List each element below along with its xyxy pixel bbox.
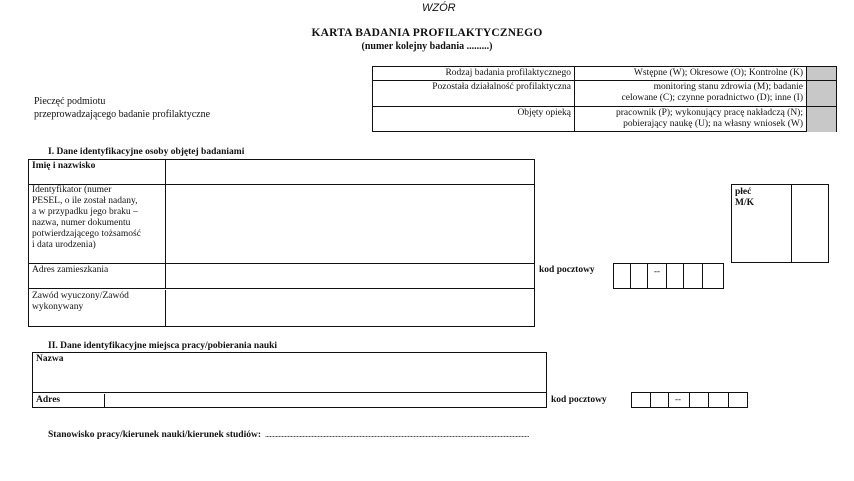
stamp-line-1: Pieczęć podmiotu bbox=[34, 96, 106, 107]
postal-cell-divider bbox=[630, 264, 631, 288]
person-id-label bbox=[29, 184, 166, 264]
workplace-postal-code[interactable] bbox=[631, 392, 748, 408]
person-name-row bbox=[28, 159, 535, 185]
form-title: KARTA BADANIA PROFILAKTYCZNEGO bbox=[311, 27, 543, 39]
person-occupation-row bbox=[28, 288, 535, 327]
person-id-label-line: i data urodzenia) bbox=[32, 240, 96, 250]
section2-title: II. Dane identyfikacyjne miejsca pracy/pobierania nauki bbox=[48, 341, 278, 351]
person-occupation-field[interactable] bbox=[166, 289, 534, 326]
person-id-label-line: a w przypadku jego braku – bbox=[32, 207, 138, 217]
exam-row-care bbox=[373, 107, 836, 132]
postal-cell-divider bbox=[702, 264, 703, 288]
exam-row-value[interactable] bbox=[575, 67, 807, 80]
exam-row-activity bbox=[373, 81, 836, 107]
postal-cell-divider bbox=[683, 264, 684, 288]
exam-row-value-line: pracownik (P); wykonujący pracę nakładczą (N); bbox=[615, 108, 803, 118]
workplace-address-label: Adres bbox=[33, 394, 105, 408]
stamp-area bbox=[34, 95, 210, 121]
exam-row-label: Pozostała działalność profilaktyczna bbox=[373, 81, 575, 106]
workplace-address-field[interactable] bbox=[105, 393, 546, 407]
exam-row-code-box[interactable] bbox=[807, 81, 836, 106]
sex-values-text: M/K bbox=[735, 198, 754, 208]
person-id-label-line: nazwa, numer dokumentu bbox=[32, 218, 131, 228]
sex-box bbox=[731, 184, 829, 263]
workplace-name-label: Nazwa bbox=[36, 354, 64, 364]
postal-dash: -- bbox=[654, 266, 660, 276]
exam-type-table bbox=[372, 66, 837, 132]
person-address-field[interactable] bbox=[166, 264, 534, 288]
postal-cell-divider bbox=[689, 393, 690, 407]
exam-row-code-box[interactable] bbox=[807, 67, 836, 80]
person-id-field[interactable] bbox=[166, 184, 534, 264]
sex-field[interactable] bbox=[792, 185, 828, 262]
postal-cell-divider bbox=[650, 393, 651, 407]
postal-cell-divider bbox=[728, 393, 729, 407]
postal-cell-divider bbox=[666, 264, 667, 288]
workplace-address-row bbox=[32, 392, 547, 408]
exam-row-value-line: pobierający naukę (U); na własny wniosek (W) bbox=[623, 119, 803, 129]
person-postal-label: kod pocztowy bbox=[539, 265, 595, 275]
workplace-postal-label: kod pocztowy bbox=[551, 395, 607, 405]
person-id-label-line: PESEL, o ile został nadany, bbox=[32, 196, 138, 206]
person-postal-code[interactable] bbox=[613, 263, 724, 289]
person-address-row bbox=[28, 263, 535, 289]
sex-label-text: płeć bbox=[735, 187, 752, 197]
exam-row-code-box[interactable] bbox=[807, 107, 836, 132]
exam-row-value-line: celowane (C); czynne poradnictwo (D); inne (I) bbox=[621, 93, 803, 103]
exam-row-label: Rodzaj badania profilaktycznego bbox=[373, 67, 575, 80]
person-id-label-line: potwierdzającego tożsamość bbox=[32, 229, 141, 239]
sex-label bbox=[732, 186, 791, 210]
exam-row-value-line: monitoring stanu zdrowia (M); badanie bbox=[653, 82, 803, 92]
person-name-field[interactable] bbox=[166, 160, 534, 184]
exam-row-value[interactable] bbox=[575, 81, 807, 106]
form-subtitle: (numer kolejny badania .........) bbox=[361, 41, 493, 52]
occupation-label-line: Zawód wyuczony/Zawód bbox=[32, 291, 129, 301]
workplace-name-box[interactable] bbox=[32, 352, 547, 393]
watermark-label: WZÓR bbox=[422, 2, 456, 14]
exam-row-label: Objęty opieką bbox=[373, 107, 575, 132]
person-name-label: Imię i nazwisko bbox=[29, 160, 166, 184]
exam-row-type bbox=[373, 67, 836, 81]
occupation-label-line: wykonywany bbox=[32, 302, 84, 312]
person-id-label-line: Identyfikator (numer bbox=[32, 185, 112, 195]
postal-dash: -- bbox=[675, 394, 681, 404]
position-dots: ................................................................................................................................................................................ bbox=[265, 430, 530, 439]
person-id-row bbox=[28, 184, 535, 264]
position-line[interactable] bbox=[48, 424, 748, 442]
position-label: Stanowisko pracy/kierunek nauki/kierunek studiów: bbox=[48, 430, 262, 440]
person-address-label: Adres zamieszkania bbox=[29, 264, 166, 288]
person-occupation-label bbox=[29, 290, 166, 326]
postal-cell-divider bbox=[708, 393, 709, 407]
exam-row-value-line: Wstępne (W); Okresowe (O); Kontrolne (K) bbox=[633, 68, 803, 78]
section1-title: I. Dane identyfikacyjne osoby objętej badaniami bbox=[48, 147, 245, 157]
exam-row-value[interactable] bbox=[575, 107, 807, 132]
stamp-line-2: przeprowadzającego badanie profilaktyczne bbox=[34, 109, 211, 120]
